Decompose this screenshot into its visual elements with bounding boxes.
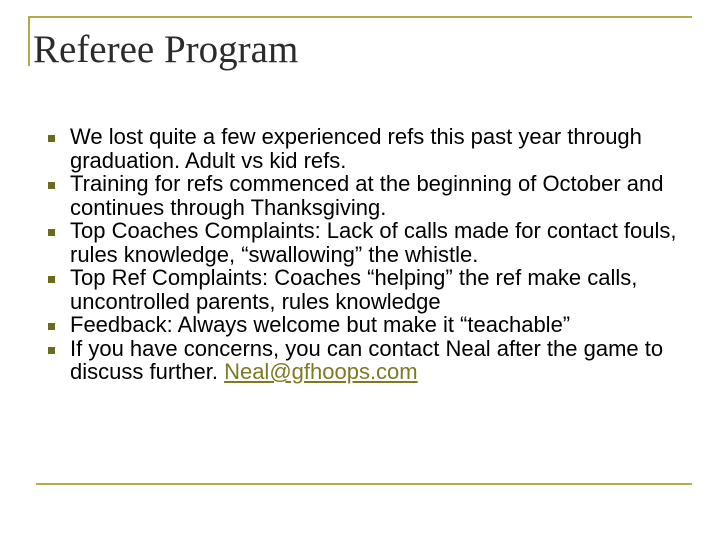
square-bullet-icon: [48, 276, 55, 283]
footer-divider-line: [36, 483, 692, 485]
bullet-text: If you have concerns, you can contact Neal after the game to discuss further.: [70, 335, 664, 384]
email-link[interactable]: Neal@gfhoops.com: [224, 359, 418, 384]
bullet-text: Feedback: Always welcome but make it “teachable”: [70, 312, 571, 337]
square-bullet-icon: [48, 347, 55, 354]
bullet-item: [48, 172, 688, 219]
bullet-item: [48, 337, 688, 384]
title-frame-left-line: [28, 16, 30, 66]
square-bullet-icon: [48, 229, 55, 236]
bullet-list: [48, 125, 688, 384]
bullet-text: Top Ref Complaints: Coaches “helping” the ref make calls, uncontrolled parents, rules knowledge: [70, 265, 638, 314]
bullet-item: [48, 125, 688, 172]
square-bullet-icon: [48, 323, 55, 330]
bullet-item: [48, 266, 688, 313]
bullet-text: Top Coaches Complaints: Lack of calls made for contact fouls, rules knowledge, “swallowing” the whistle.: [70, 218, 677, 267]
square-bullet-icon: [48, 135, 55, 142]
bullet-item: [48, 219, 688, 266]
bullet-text: We lost quite a few experienced refs this past year through graduation. Adult vs kid refs.: [70, 124, 642, 173]
title-frame-top-line: [28, 16, 692, 18]
bullet-item: [48, 313, 688, 337]
square-bullet-icon: [48, 182, 55, 189]
slide-title: Referee Program: [33, 28, 299, 71]
bullet-text: Training for refs commenced at the beginning of October and continues through Thanksgiving.: [70, 171, 664, 220]
